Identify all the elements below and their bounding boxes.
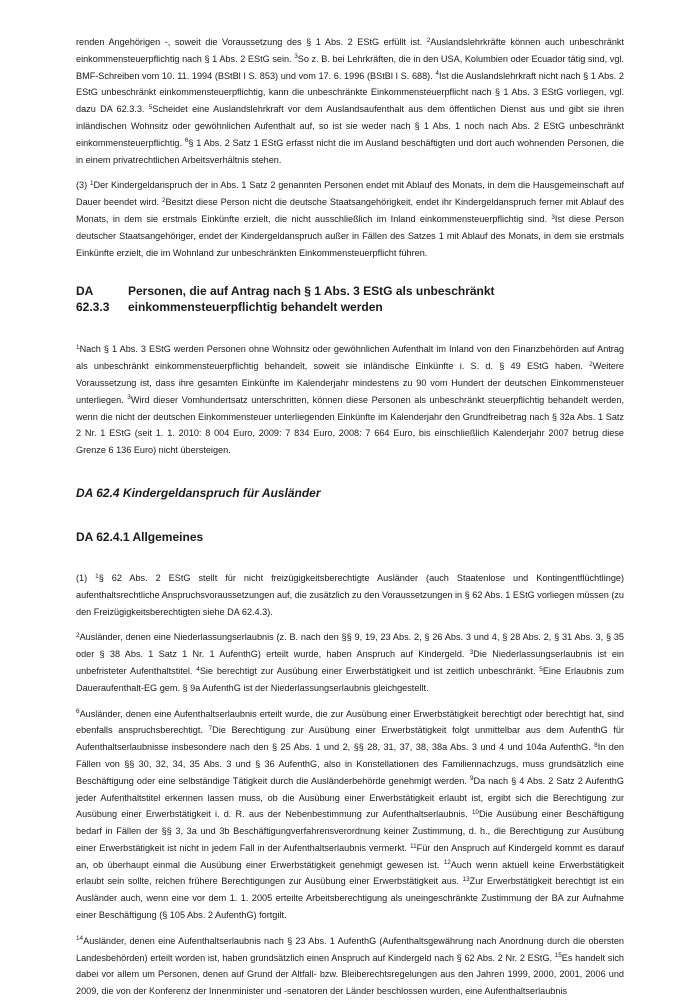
sentence-text: § 62 Abs. 2 EStG stellt für nicht freizügigkeitsberechtigte Ausländer (auch Staatenlose und Kontingentflüchtlinge) aufenthaltsrechtliche Anspruchsvoraussetzungen auf, die zusätzlich zu den Voraussetzungen in § 62 Abs. 1 EStG vorliegen müssen (zu den Freizügigkeitsberechtigten siehe DA 62.4.3). xyxy=(76,572,625,617)
sentence-text: Ausländer, denen eine Aufenthaltserlaubnis nach § 23 Abs. 1 AufenthG (Aufenthaltsgewährung nach Anordnung durch die obersten Landesbehörden) erteilt worden ist, haben grundsätzlich einen Anspruch auf Kindergeld nach § 62 Abs. 2 Nr. 2 EStG. xyxy=(76,935,624,963)
sentence-text: Es handelt sich dabei vor allem um Personen, denen auf Grund der Altfall- bzw. Bleiberechtsregelungen aus den Jahren 1999, 2000, 2001, 2006 und 2009, die von der Konferenz der Innenminister und -senatoren der Länder beschlossen wurden, eine Aufenthaltserlaubnis xyxy=(76,952,624,997)
sentence-text: So z. B. bei Lehrkräften, die in den USA, Kolumbien oder Ecuador tätig sind, vgl. BMF-Schreiben vom 10. 11. 1994 (BStBl I S. 853) und vom 17. 6. 1996 (BStBl I S. 688). xyxy=(76,53,624,81)
paragraph xyxy=(76,629,624,696)
sentence-number: 2 xyxy=(161,196,166,204)
sentence-text: Auch wenn aktuell keine Erwerbstätigkeit erlaubt sein sollte, reichen frühere Berechtigungen zur Ausübung einer Erwerbstätigkeit aus. xyxy=(76,859,625,887)
paragraph xyxy=(76,706,624,924)
sentence-text: Eine Erlaubnis zum Daueraufenthalt-EG gem. § 9a AufenthG ist der Niederlassungserlaubnis gleichgestellt. xyxy=(76,665,625,693)
sentence-number: 5 xyxy=(148,103,153,111)
sentence-number: 7 xyxy=(208,724,213,732)
sentence-number: 6 xyxy=(184,137,189,145)
sentence-text: Nach § 1 Abs. 3 EStG werden Personen ohne Wohnsitz oder gewöhnlichen Aufenthalt im Inland von den Finanzbehörden auf Antrag als unbeschränkt einkommensteuerpflichtig behandelt, soweit sie inländische Einkünfte i. S. d. § 49 EStG haben. xyxy=(76,344,624,372)
sentence-text: Die Ausübung einer Beschäftigung bedarf in Fällen der §§ 3, 3a und 3b Beschäftigungverfahrensverordnung keiner Zustimmung, d. h., die Berechtigung zur Ausübung einer Erwerbstätigkeit ist nicht in jedem Fall in der Aufenthaltserlaubnis vermerkt. xyxy=(76,809,625,853)
sentence-number: 11 xyxy=(410,842,417,850)
section-title: Personen, die auf Antrag nach § 1 Abs. 3 EStG als unbeschränkt einkommensteuerpflichtig behandelt werden xyxy=(128,284,495,315)
document-page xyxy=(76,34,624,1000)
section-number: DA 62.3.3 xyxy=(76,284,110,315)
paragraph xyxy=(76,177,624,261)
sentence-number: 10 xyxy=(471,808,479,816)
sentence-text: Ausländer, denen eine Niederlassungserlaubnis (z. B. nach den §§ 9, 19, 23 Abs. 2, § 26 Abs. 3 und 4, § 28 Abs. 2, § 31 Abs. 3, § 35 oder § 38 Abs. 1 Satz 1 Nr. 1 AufenthG) erteilt wurde, haben Anspruch auf Kindergeld. xyxy=(76,632,624,660)
sentence-text: Da nach § 4 Abs. 2 Satz 2 AufenthG jeder Aufenthaltstitel erkennen lassen muss, ob die Ausübung einer Erwerbstätigkeit erlaubt ist, ergibt sich die Berechtigung zur Ausübung einer Erwerbstätigkeit i. d. R. aus der Nebenbestimmung zur Aufenthaltserlaubnis. xyxy=(76,775,624,820)
sentence-number: 1 xyxy=(89,179,94,187)
section-heading-62-4-1: DA 62.4.1 Allgemeines xyxy=(76,529,204,544)
sentence-text: Besitzt diese Person nicht die deutsche Staatsangehörigkeit, endet ihr Kindergeldanspruch ferner mit Ablauf des Monats, in dem sie erstmals Einkünfte erzielt, die nicht ausschließlich im Inland einkommensteuerpflichtig sind. xyxy=(76,197,624,224)
sentence-text: Zur Erwerbstätigkeit berechtigt ist ein Ausländer auch, wenn eine vor dem 1. 1. 2005 erteilte Arbeitsberechtigung als uneingeschränkte Zustimmung der BA zur Aufnahme einer Beschäftigung (§ 105 Abs. 2 AufenthG) fortgilt. xyxy=(76,876,624,921)
sentence-number: 3 xyxy=(469,648,474,656)
sentence-number: 12 xyxy=(443,859,451,867)
sentence-number: 1 xyxy=(76,343,80,351)
sentence-number: 14 xyxy=(76,935,84,943)
sentence-text: Sie berechtigt zur Ausübung einer Erwerbstätigkeit und ist zeitlich unbeschränkt. xyxy=(199,665,540,676)
paragraph xyxy=(76,570,624,620)
sentence-number: 8 xyxy=(594,741,598,749)
sentence-text: Weitere Voraussetzung ist, dass ihre gesamten Einkünfte im Kalenderjahr mindestens zu 90 vom Hundert der deutschen Einkommensteuer unterliegen. xyxy=(76,361,624,405)
sentence-number: 1 xyxy=(95,572,99,580)
sentence-text: renden Angehörigen -, soweit die Voraussetzung des § 1 Abs. 2 EStG erfüllt ist. xyxy=(76,37,427,47)
sentence-text: Ausländer, denen eine Aufenthaltserlaubnis erteilt wurde, die zur Ausübung einer Erwerbstätigkeit berechtigt oder berechtigt hat, sind ebenfalls anspruchsberechtigt. xyxy=(76,708,624,736)
sentence-text: (1) xyxy=(76,572,96,583)
sentence-number: 2 xyxy=(426,36,431,44)
sentence-number: 6 xyxy=(76,708,80,716)
sentence-text: Der Kindergeldanspruch der in Abs. 1 Satz 2 genannten Personen endet mit Ablauf des Monats, in dem die Hausgemeinschaft auf Dauer beendet wird. xyxy=(76,180,624,208)
sentence-text: (3) xyxy=(76,180,90,191)
sentence-text: Für den Anspruch auf Kindergeld kommt es darauf an, ob überhaupt einmal die Ausübung einer Erwerbstätigkeit genehmigt gewesen ist. xyxy=(76,842,624,870)
section-heading-62-4: DA 62.4 Kindergeldanspruch für Ausländer xyxy=(76,485,321,500)
sentence-text: Die Niederlassungserlaubnis ist ein unbefristeter Aufenthaltstitel. xyxy=(76,649,624,676)
sentence-text: § 1 Abs. 2 Satz 1 EStG erfasst nicht die im Ausland beschäftigten und dort auch wohnenden Personen, die in einem privatrechtlichen Arbeitsverhältnis stehen. xyxy=(76,137,624,165)
sentence-text: Scheidet eine Auslandslehrkraft vor dem Auslandsaufenthalt aus dem öffentlichen Dienst aus und gibt sie ihren inländischen Wohnsitz oder gewöhnlichen Aufenthalt auf, so ist sie weder nach § 1 Abs. 1 noch nach Abs. 2 EStG unbeschränkt einkommensteuerpflichtig. xyxy=(76,104,624,148)
sentence-text: In den Fällen von §§ 30, 32, 34, 35 Abs. 3 und § 36 AufenthG, also in Konstellationen des Familiennachzugs, muss grundsätzlich eine Beschäftigung oder eine selbständige Tätigkeit durch die Ausländerbehörde genehmigt werden. xyxy=(76,742,624,786)
sentence-text: Die Berechtigung zur Ausübung einer Erwerbstätigkeit folgt unmittelbar aus dem AufenthG für Aufenthaltserlaubnisse insbesondere nach den § 25 Abs. 1 und 2, §§ 28, 31, 37, 38, 38a Abs. 3 und 4 und 104a AufenthG. xyxy=(76,725,624,753)
sentence-number: 13 xyxy=(462,876,470,884)
sentence-number: 4 xyxy=(196,665,200,673)
sentence-number: 9 xyxy=(469,775,474,783)
sentence-number: 3 xyxy=(127,394,131,402)
sentence-number: 15 xyxy=(554,952,562,960)
paragraph xyxy=(76,341,624,459)
sentence-text: Ist die Auslandslehrkraft nicht nach § 1 Abs. 2 EStG unbeschränkt einkommensteuerpflichtig, kann die unbeschränkte Einkommensteuerpflicht nach § 1 Abs. 3 EStG vorliegen, vgl. dazu DA 62.3.3. xyxy=(76,70,624,115)
section-heading-62-3-3 xyxy=(76,283,624,315)
sentence-number: 4 xyxy=(435,70,439,78)
sentence-number: 2 xyxy=(589,360,593,368)
sentence-text: Ist diese Person deutscher Staatsangehöriger, endet der Kindergeldanspruch außer in Fällen des Satzes 1 mit Ablauf des Monats, in dem sie erstmals Einkünfte erzielt, die im Wohnland zur unbeschränkten Einkommensteuerpflicht führen. xyxy=(76,213,624,258)
sentence-text: Wird dieser Vomhundertsatz unterschritten, können diese Personen als unbeschränkt steuerpflichtig behandelt werden, wenn die nicht der deutschen Einkommensteuer unterliegenden Einkünfte im Kalenderjahr den Grundfreibetrag nach § 32a Abs. 1 Satz 2 Nr. 1 EStG (seit 1. 1. 2010: 8 004 Euro, 2009: 7 834 Euro, 2008: 7 664 Euro, bis einschließlich Kalenderjahr 2007 betrug diese Grenze 6 136 Euro) nicht übersteigen. xyxy=(76,394,624,456)
sentence-number: 5 xyxy=(539,665,543,673)
sentence-number: 3 xyxy=(294,53,298,61)
sentence-number: 2 xyxy=(76,631,80,639)
sentence-number: 3 xyxy=(551,213,555,221)
sentence-text: Auslandslehrkräfte können auch unbeschränkt einkommensteuerpflichtig nach § 1 Abs. 2 EStG sein. xyxy=(76,37,624,64)
paragraph xyxy=(76,34,624,168)
